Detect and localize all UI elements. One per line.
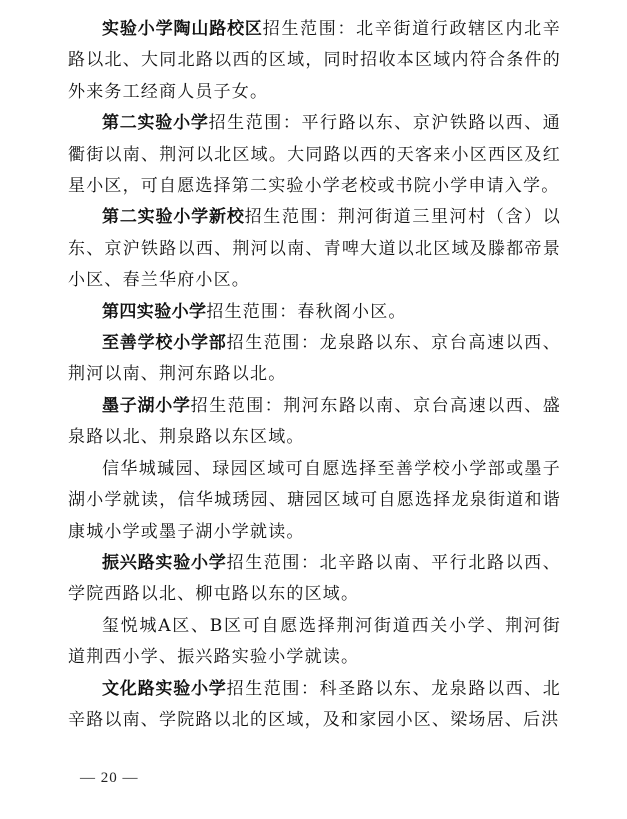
school-name: 文化路实验小学	[102, 678, 227, 699]
paragraph-zhishan	[68, 328, 561, 391]
paragraph-second-experimental	[68, 108, 561, 202]
paragraph-xiyuecheng	[68, 611, 561, 674]
paragraph-text: 招生范围：春秋阁小区。	[206, 301, 407, 322]
school-name: 实验小学陶山路校区	[102, 19, 263, 39]
paragraph-text: 招生范围：荆河东路以南、京台高速以西、盛泉路以北、荆泉路以东区域。	[68, 395, 562, 448]
paragraph-fourth-experimental	[68, 297, 561, 328]
paragraph-zhenxinglu	[68, 548, 561, 611]
paragraph-text: 招生范围：龙泉路以东、京台高速以西、荆河以南、荆河东路以北。	[68, 333, 561, 385]
paragraph-text: 信华城瑊园、琭园区域可自愿选择至善学校小学部或墨子湖小学就读，信华城琇园、瑭园区域可自愿选择龙泉街道和谐康城小学或墨子湖小学就读。	[68, 458, 561, 542]
paragraph-text: 招生范围：荆河街道三里河村（含）以东、京沪铁路以西、荆河以南、青啤大道以北区域及滕都帝景小区、春兰华府小区。	[68, 207, 561, 291]
document-body	[68, 14, 561, 736]
paragraph-text: 招生范围：北辛路以南、平行北路以西、学院西路以北、柳屯路以东的区域。	[68, 552, 561, 605]
school-name: 振兴路实验小学	[102, 552, 227, 573]
paragraph-text: 招生范围：科圣路以东、龙泉路以西、北辛路以南、学院路以北的区域，及和家园小区、梁场居、后洪	[68, 678, 561, 730]
school-name: 第二实验小学	[102, 113, 209, 134]
paragraph-second-experimental-new	[68, 202, 561, 296]
paragraph-xinhuacheng	[68, 454, 561, 548]
paragraph-taoshan	[68, 14, 561, 108]
school-name: 墨子湖小学	[102, 395, 191, 416]
paragraph-text: 招生范围：北辛街道行政辖区内北辛路以北、大同北路以西的区域，同时招收本区域内符合条件的外来务工经商人员子女。	[68, 19, 561, 102]
school-name: 第四实验小学	[102, 301, 207, 322]
paragraph-wenhualu	[68, 674, 561, 737]
paragraph-text: 招生范围：平行路以东、京沪铁路以西、通衢街以南、荆河以北区域。大同路以西的天客来小区西区及红星小区，可自愿选择第二实验小学老校或书院小学申请入学。	[68, 113, 561, 197]
paragraph-mozihu	[68, 391, 561, 454]
school-name: 至善学校小学部	[102, 333, 227, 354]
school-name: 第二实验小学新校	[102, 207, 245, 228]
page-number: — 20 —	[80, 770, 139, 786]
paragraph-text: 玺悦城A区、B区可自愿选择荆河街道西关小学、荆河街道荆西小学、振兴路实验小学就读。	[68, 615, 561, 668]
